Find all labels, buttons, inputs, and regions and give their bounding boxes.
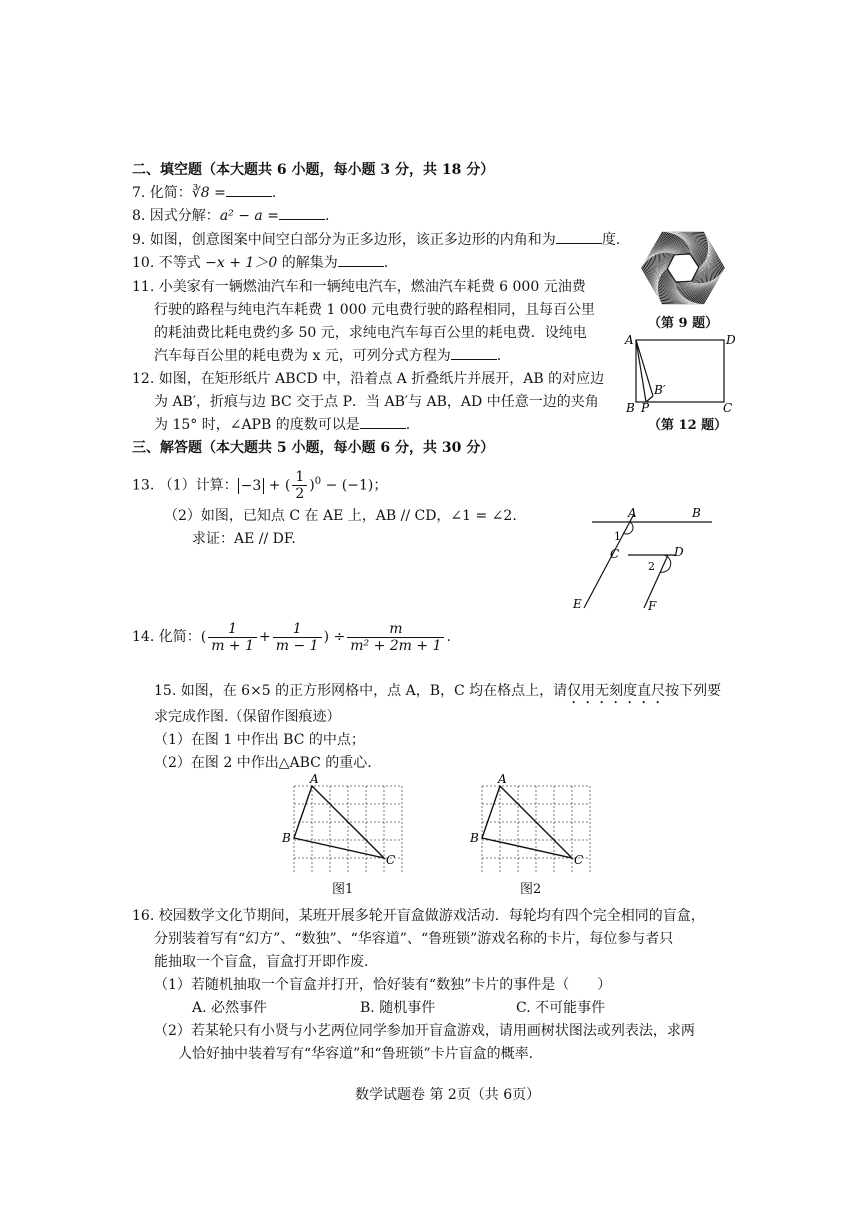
q13-part-1: 13. （1）计算： −3 + ( $\frac{1}{2}$ )$^0$ − (−1)；: [132, 469, 388, 503]
label-p: P: [641, 401, 650, 415]
q14-end: .: [446, 629, 451, 645]
q10-mid: 的解集为: [277, 255, 338, 271]
q16-line-2: 分别装着写有“幻方”、“数独”、“华容道”、“鲁班锁”游戏名称的卡片，每位参与者只: [154, 931, 674, 947]
q14-f1-num: 1: [208, 621, 257, 638]
figure-13-parallel-lines: [570, 500, 720, 620]
q13-frac-den: 2: [295, 486, 305, 503]
question-10: [132, 252, 388, 274]
q12-line-1: 12. 如图，在矩形纸片 ABCD 中，沿着点 A 折叠纸片并展开，AB 的对应边: [132, 371, 605, 387]
q10-answer-blank[interactable]: [338, 252, 384, 267]
q9-answer-blank[interactable]: [556, 229, 602, 244]
figure-12-caption: （第 12 题）: [648, 418, 728, 433]
q15-line-1: [154, 680, 721, 707]
q9-end: 度.: [601, 232, 621, 248]
label-a: A: [310, 772, 319, 786]
q8-end: .: [324, 208, 330, 224]
q16-part-2-line-2: 人恰好抽中装着写有“华容道”和“鲁班锁”卡片盲盒的概率.: [178, 1046, 534, 1062]
q10-expression: −x + 1＞0: [205, 255, 278, 271]
label-d: D: [674, 545, 684, 559]
question-14: [132, 620, 451, 654]
label-b: B: [282, 831, 291, 845]
q14-f1-den: m + 1: [211, 637, 255, 654]
q11-end: .: [496, 348, 502, 364]
q13-exponent: 0: [314, 476, 322, 487]
question-7: [132, 182, 276, 204]
q15-part-2: （2）在图 2 中作出△ABC 的重心.: [154, 755, 372, 771]
question-9: [132, 229, 620, 251]
figure-12-rectangle: [622, 330, 742, 416]
q14-div: ) ÷: [323, 629, 346, 645]
q8-answer-blank[interactable]: [279, 205, 325, 220]
label-b-prime: B′: [654, 383, 666, 397]
q16-line-3: 能抽取一个盲盒，盲盒打开即作废.: [154, 954, 369, 970]
q15-line-1-a: 15. 如图，在 6×5 的正方形网格中，点 A，B，C 均在格点上，请: [154, 683, 568, 699]
figure-9-caption: （第 9 题）: [648, 316, 719, 331]
q13-p1-prefix: 13. （1）计算：: [132, 477, 238, 494]
label-e: E: [573, 597, 582, 611]
label-b: B: [626, 401, 635, 415]
q16-option-c[interactable]: C. 不可能事件: [516, 1000, 606, 1016]
label-c: C: [610, 547, 620, 561]
q11-line-1: 11. 小美家有一辆燃油汽车和一辆纯电汽车，燃油汽车耗费 6 000 元油费: [132, 279, 586, 295]
label-angle-2: 2: [648, 560, 655, 573]
q14-fraction-3: [347, 621, 444, 654]
hexagon-lines: [641, 232, 725, 305]
q8-prefix: 8. 因式分解：: [132, 208, 220, 224]
q16-option-b[interactable]: B. 随机事件: [360, 1000, 436, 1016]
q12-line-3-text: 为 15° 时，∠APB 的度数可以是: [154, 417, 360, 433]
q13-frac-num: 1: [292, 469, 307, 486]
q11-line-3: 的耗油费比耗电费约多 50 元，求纯电汽车每百公里的耗电费．设纯电: [154, 325, 587, 341]
section-2-title: 二、填空题（本大题共 6 小题，每小题 3 分，共 18 分）: [132, 162, 495, 178]
q10-prefix: 10. 不等式: [132, 255, 206, 271]
label-a: A: [625, 333, 634, 347]
q9-text: 9. 如图，创意图案中间空白部分为正多边形，该正多边形的内角和为: [132, 232, 556, 248]
label-c: C: [574, 853, 584, 867]
label-a: A: [628, 506, 637, 520]
q12-line-3: [154, 414, 410, 436]
q12-line-2: 为 AB′，折痕与边 BC 交于点 P．当 AB′与 AB，AD 中任意一边的夹角: [154, 394, 599, 410]
q14-prefix: 14. 化简：(: [132, 629, 207, 645]
rectangle-abcd: [636, 340, 724, 402]
q13-p1-rest: − (−1)；: [321, 477, 388, 494]
page-footer: 数学试题卷 第 2页（共 6页）: [355, 1087, 541, 1103]
q7-prefix: 7. 化简：: [132, 185, 192, 201]
q14-f3-num: m: [347, 621, 444, 638]
label-c: C: [723, 401, 733, 415]
fold-line-ap: [636, 340, 646, 402]
figure-15-grid-2: [466, 772, 596, 872]
figure-15-caption-1: 图1: [332, 882, 354, 897]
q16-part-2-line-1: （2）若某轮只有小贤与小艺两位同学参加开盲盒游戏，请用画树状图法或列表法，求两: [154, 1023, 695, 1039]
q14-plus: +: [259, 629, 271, 645]
q15-emphasis: 仅用无刻度直尺: [567, 683, 666, 699]
segment-ab-prime: [636, 340, 653, 396]
q14-fraction-2: [273, 621, 322, 654]
label-b: B: [470, 831, 479, 845]
q12-answer-blank[interactable]: [360, 414, 406, 429]
q13-part-2-line-2: 求证：AE // DF.: [192, 531, 296, 547]
label-a: A: [498, 772, 507, 786]
q14-f2-num: 1: [273, 621, 322, 638]
q13-abs-value: −3: [238, 478, 265, 494]
q13-part-2-line-1: （2）如图，已知点 C 在 AE 上，AB // CD，∠1 = ∠2.: [164, 508, 517, 524]
q7-answer-blank[interactable]: [226, 182, 272, 197]
figure-15-grid-1: [278, 772, 408, 872]
label-b: B: [692, 506, 701, 520]
q11-line-4: [154, 345, 501, 367]
figure-9-hexagon-pattern: [640, 225, 726, 311]
q7-end: .: [271, 185, 277, 201]
q16-line-1: 16. 校园数学文化节期间，某班开展多轮开盲盒做游戏活动．每轮均有四个完全相同的盲盒，: [132, 908, 705, 924]
label-angle-1: 1: [614, 530, 621, 543]
q14-fraction-1: [208, 621, 257, 654]
q11-line-4-text: 汽车每百公里的耗电费为 x 元，可列分式方程为: [154, 348, 451, 364]
q11-line-2: 行驶的路程与纯电汽车耗费 1 000 元电费行驶的路程相同，且每百公里: [154, 302, 595, 318]
q7-expression: ∛8 =: [191, 185, 226, 201]
q11-answer-blank[interactable]: [451, 345, 497, 360]
label-d: D: [726, 333, 736, 347]
section-3-title: 三、解答题（本大题共 5 小题，每小题 6 分，共 30 分）: [132, 440, 495, 456]
q16-option-a[interactable]: A. 必然事件: [192, 1000, 268, 1016]
question-8: [132, 205, 329, 227]
q8-expression: a² − a =: [219, 208, 279, 224]
figure-15-caption-2: 图2: [520, 882, 542, 897]
q13-fraction: [292, 469, 307, 502]
label-c: C: [386, 853, 396, 867]
q14-f2-den: m − 1: [275, 637, 319, 654]
q15-line-1-b: 按下列要: [665, 683, 722, 699]
label-f: F: [648, 599, 657, 613]
q16-part-1: （1）若随机抽取一个盲盒并打开，恰好装有“数独”卡片的事件是（ ）: [154, 977, 612, 993]
line-ae: [584, 514, 634, 608]
q12-end: .: [405, 417, 411, 433]
q14-f3-den: m² + 2m + 1: [350, 637, 442, 654]
q15-line-2: 求完成作图.（保留作图痕迹）: [154, 709, 341, 725]
q15-part-1: （1）在图 1 中作出 BC 的中点；: [154, 732, 365, 748]
q10-end: .: [383, 255, 389, 271]
q13-p1-plus: + (: [268, 477, 291, 494]
